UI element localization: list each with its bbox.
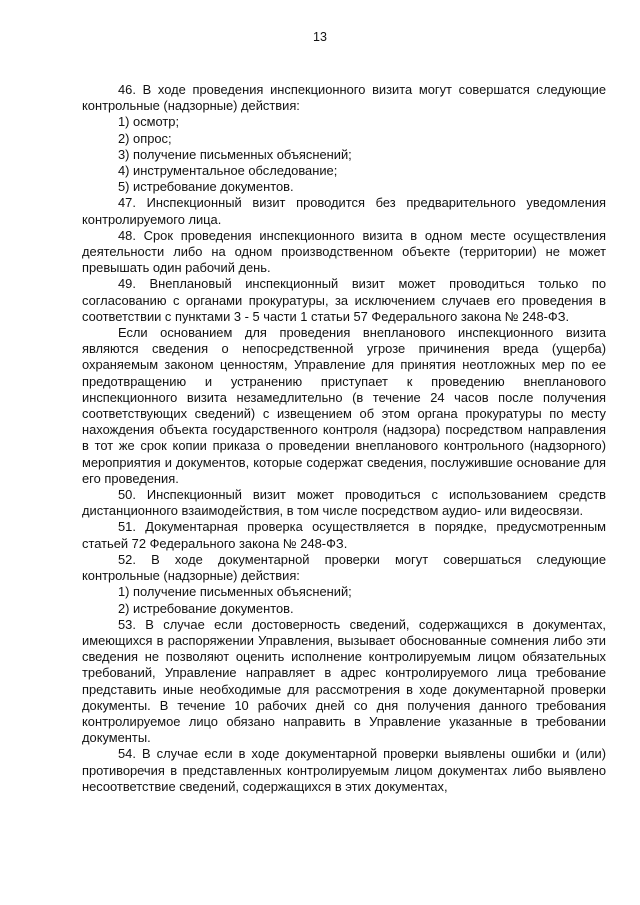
paragraph: 47. Инспекционный визит проводится без предварительного уведомления контролируемого лица. (82, 195, 606, 227)
list-item: 1) получение письменных объяснений; (118, 584, 352, 600)
paragraph: 54. В случае если в ходе документарной проверки выявлены ошибки и (или) противоречия в представленных контролируемым лицом документах либо выявлено несоответствие сведений, содержащихся в этих документах, (82, 746, 606, 794)
paragraph: 48. Срок проведения инспекционного визита в одном месте осуществления деятельности либо на одном производственном объекте (территории) не может превышать один рабочий день. (82, 227, 606, 276)
list-item: 3) получение письменных объяснений; (118, 146, 352, 162)
paragraph: 53. В случае если достоверность сведений, содержащихся в документах, имеющихся в распоряжении Управления, вызывает обоснованные сомнения либо эти сведения не позволяют оценить исполнение контролируемым лицом обязательных требований, Управление направляет в адрес контролируемого лица требование представить иные необходимые для рассмотрения в ходе документарной проверки документы. В течение 10 рабочих дней со дня получения данного требования контролируемое лицо обязано направить в Управление указанные в требовании документы. (82, 616, 606, 746)
list-item: 5) истребование документов. (118, 179, 294, 195)
page-number: 13 (313, 30, 327, 44)
document-body (82, 82, 606, 795)
paragraph: 51. Документарная проверка осуществляется в порядке, предусмотренным статьей 72 Федерального закона № 248-ФЗ. (82, 519, 606, 551)
list-item: 2) опрос; (118, 130, 172, 146)
list-item: 1) осмотр; (118, 114, 180, 130)
paragraph: 49. Внеплановый инспекционный визит может проводиться только по согласованию с органами прокуратуры, за исключением случаев его проведения в соответствии с пунктами 3 - 5 части 1 статьи 57 Федерального закона № 248-ФЗ. (82, 276, 606, 324)
list-item: 2) истребование документов. (118, 600, 294, 616)
paragraph: Если основанием для проведения внепланового инспекционного визита являются сведения о непосредственной угрозе причинения вреда (ущерба) охраняемым законом ценностям, Управление для принятия неотложных мер по ее предотвращению и устранению приступает к проведению внепланового инспекционного визита незамедлительно (в течение 24 часов после получения соответствующих сведений) с извещением об этом органа прокуратуры по месту нахождения объекта государственного контроля (надзора) посредством направления в тот же срок копии приказа о проведении внепланового контрольного (надзорного) мероприятия и документов, которые содержат сведения, послужившие основание для его проведения. (82, 325, 606, 486)
paragraph: 52. В ходе документарной проверки могут совершаться следующие контрольные (надзорные) действия: (82, 551, 606, 584)
list-item: 4) инструментальное обследование; (118, 163, 338, 179)
paragraph: 46. В ходе проведения инспекционного визита могут совершатся следующие контрольные (надзорные) действия: (82, 82, 606, 114)
paragraph: 50. Инспекционный визит может проводиться с использованием средств дистанционного взаимодействия, в том числе посредством аудио- или видеосвязи. (82, 487, 606, 519)
